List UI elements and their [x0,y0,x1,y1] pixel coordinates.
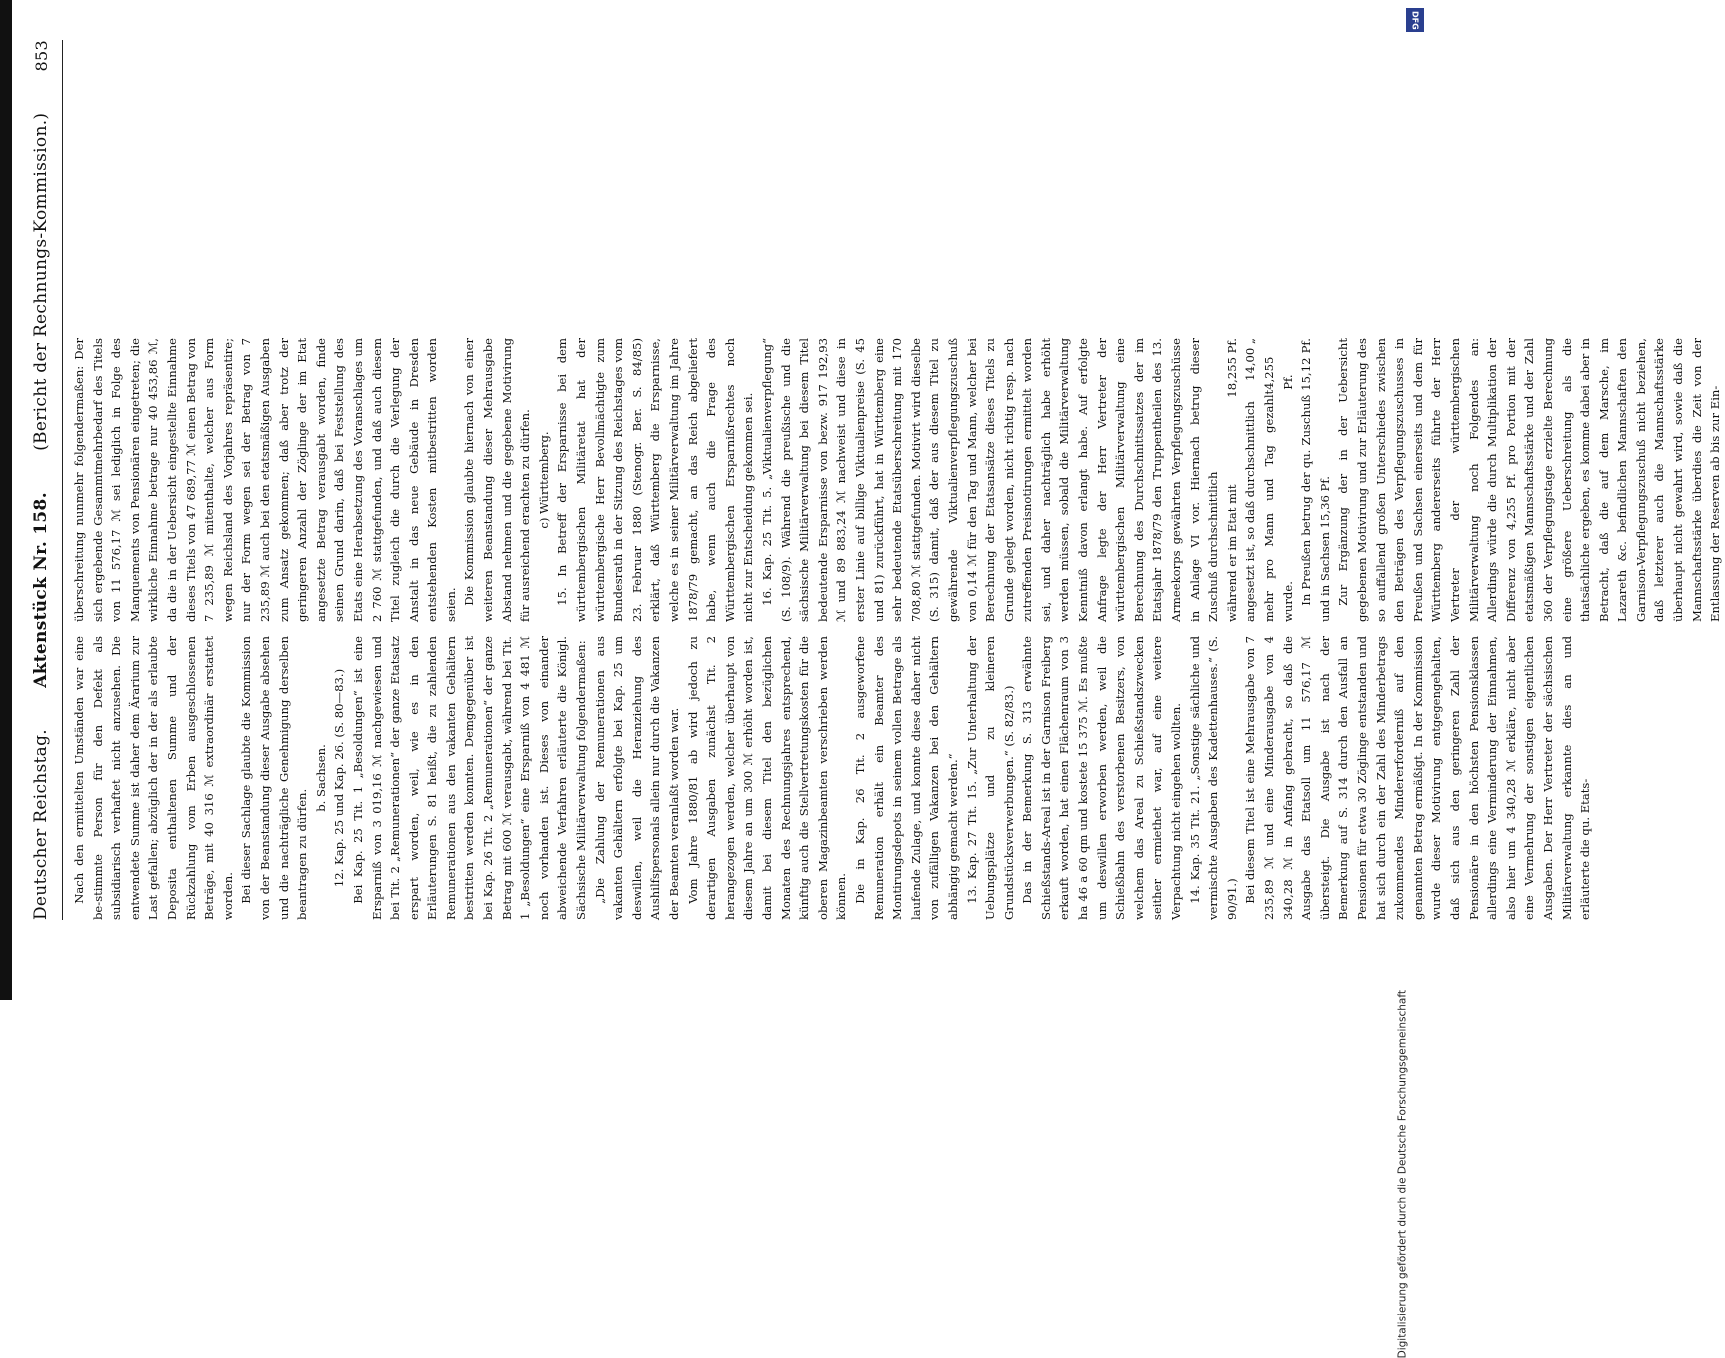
column-3 [70,40,1725,324]
amount-row [1223,338,1242,622]
digitization-margin [1386,0,1432,1358]
paragraph: In Preußen betrug der qu. Zuschuß 15,12 Pf. und in Sachsen 15,36 Pf. [1299,338,1332,622]
digitization-note: Digitalisierung gefördert durch die Deutsche Forschungsgemeinschaft [1396,990,1408,1358]
paragraph: „Die Zahlung der Remunerationen aus vakanten Gehältern erfolgte bei Kap. 25 um deswillen, weil die Heranziehung des Aushilfspersonals allein nur durch die Vakanzen der Beamten veranlaßt worden war. [592,636,681,920]
amount-label: während er im Etat mit [1224,484,1239,622]
scan-edge [0,0,12,1000]
amount-row [1241,338,1260,622]
column-2 [70,338,1725,622]
paragraph: überschreitung nunmehr folgendermaßen: Der sich ergebende Gesammtmehrbedarf des Titels von 11 576,17 ℳ sei lediglich in Folge des Manquements von Pensionären eingetreten; die wirkliche Einnahme betrage nur 40 453,86 ℳ, da die in der Uebersicht eingestellte Einnahme dieses Titels von 47 689,77 ℳ einen Betrag von 7 235,89 ℳ mitenthalte, welcher aus Form wegen Reichsland des Vorjahres repräsentire; nur der Form wegen sei der Betrag von 7 235,89 ℳ auch bei den etatsmäßigen Ausgaben zum Ansatz gekommen; daß aber trotz der geringeren Anzahl der Zöglinge der im Etat angesetzte Betrag verausgabt worden, finde seinen Grund darin, daß bei Feststellung des Etats eine Herabsetzung des Voranschlages um 2 760 ℳ stattgefunden, und daß auch diesem Titel zugleich die durch die Verlegung der Anstalt in das neue Gebäude in Dresden entstehenden Kosten mitbestritten worden seien. [72,338,458,622]
header-right-title: (Bericht der Rechnungs-Kommission.) [31,112,51,451]
amount-value: 14,00 „ [1243,338,1258,381]
paragraph: Zur Ergänzung der in der Uebersicht gegebenen Motivirung und zur Erläuterung des so auffallend großen Unterschiedes zwischen den Beträgen des Verpflegungszuschusses in Preußen und Sachsen einerseits und dem für Württemberg andererseits führte der Herr Vertreter der württembergischen Militärverwaltung noch Folgendes an: Allerdings würde die durch Multiplikation der Differenz von 4,255 Pf. pro Portion mit der etatsmäßigen Mannschaftsstärke und der Zahl 360 der Verpflegungstage erzielte Berechnung eine größere Ueberschreitung als die thatsächliche ergeben, es komme dabei aber in Betracht, daß die auf dem Marsche, im Lazareth &c. befindlichen Mannschaften den Garnison-Verpflegungszuschuß nicht beziehen, daß letzterer auch die Mannschaftsstärke überhaupt nicht gewahrt wird, sowie daß die Mannschaftsstärke überdies die Zeit von der Entlassung der Reserven ab bis zur Ein- [1336,338,1723,622]
paragraph: Nach den ermittelten Umständen war eine be-stimmte Person für den Defekt als subsidiarisch verhaftet nicht anzusehen. Die entwendete Summe ist daher dem Ärarium zur Last gefallen; abzüglich der in der als erlaubte Deposita enthaltenen Summe und der Rückzahlung vom Erben ausgeschlossenen Beträge, mit 40 316 ℳ extraordinär erstattet worden. [72,636,235,920]
paragraph: 16. Kap. 25 Tit. 5. „Viktualienverpflegung“ (S. 108/9). Während die preußische und die sächsische Militärverwaltung bei diesem Titel bedeutende Ersparnisse von bezw. 917 192,93 ℳ und 89 883,24 ℳ nachweist und diese in erster Linie auf billige Viktualienpreise (S. 45 und 81) zurückführt, hat in Württemberg eine sehr bedeutende Etatsüberschreitung mit 170 708,80 ℳ stattgefunden. Motivirt wird dieselbe (S. 315) damit, daß der aus diesem Titel zu gewährende Viktualienverpflegungszuschuß von 0,14 ℳ für den Tag und Mann, welcher bei Berechnung der Etatsansätze dieses Titels zu Grunde gelegt worden, nicht richtig resp. nach zutreffenden Preisnotirungen ermittelt worden sei, und daher nachträglich habe erhöht werden müssen, sobald die Militärverwaltung Kenntniß davon erlangt habe. Auf erfolgte Anfrage legte der Herr Vertreter der württembergischen Militärverwaltung eine Berechnung des Durchschnittssatzes der im Etatsjahr 1878/79 den Truppentheilen des 13. Armeekorps gewährten Verpflegungszuschüsse in Anlage VI vor. Hiernach betrug dieser Zuschuß durchschnittlich [759,338,1221,622]
paragraph: Das in der Bemerkung S. 313 erwähnte Schießstands-Areal ist in der Garnison Freiberg erkauft worden, hat einen Flächenraum von 3 ha 46 a 60 qm und kostete 15 375 ℳ. Es mußte um deswillen erworben werden, weil die Schießbahn des verstorbenen Besitzers, von welchem das Areal zu Schießstandszwecken seither ermiethet war, auf eine weitere Verpachtung nicht eingehen wollten. [1020,636,1184,920]
text-columns [70,40,1723,920]
dfg-logo: DFG [1406,8,1424,32]
amount-row [1260,338,1297,622]
header-left-title: Deutscher Reichstag. [31,729,51,920]
paragraph: Vom Jahre 1880/81 ab wird jedoch zu derartigen Ausgaben zunächst Tit. 2 herangezogen werden, welcher überhaupt von diesem Jahre an um 300 ℳ erhöht worden ist, damit bei diesem Titel den bezüglichen Monaten des Rechnungsjahres entsprechend, künftig auch die Stellvertretungskosten für die oberen Magazinbeamten verschrieben werden können. [685,636,849,920]
paragraph: Die in Kap. 26 Tit. 2 ausgeworfene Remuneration erhält ein Beamter des Montirungsdepots in seinem vollen Betrage als laufende Zulage, und konnte diese daher nicht von zufälligen Vakanzen bei den Gehältern abhängig gemacht werden.“ [852,636,960,920]
paragraph: Bei Kap. 25 Tit. 1 „Besoldungen“ ist eine Ersparniß von 3 019,16 ℳ nachgewiesen und bei Tit. 2 „Remunerationen“ der ganze Etatsatz erspart worden, weil, wie es in den Erläuterungen S. 81 heißt, die zu zahlenden Remunerationen aus den vakanten Gehältern bestritten werden konnten. Demgegenüber ist bei Kap. 26 Tit. 2 „Remunerationen“ der ganze Betrag mit 600 ℳ verausgabt, während bei Tit. 1 „Besoldungen“ eine Ersparniß von 4 481 ℳ noch vorhanden ist. Dieses von einander abweichende Verfahren erläuterte die Königl. Sächsische Militärverwaltung folgendermaßen: [350,636,589,920]
paragraph: Die Kommission glaubte hiernach von einer weiteren Beanstandung dieser Mehrausgabe Abstand nehmen und die gegebene Motivirung für ausreichend erachten zu dürfen. [462,338,533,622]
section-heading: c) Württemberg. [536,431,551,529]
paragraph: 15. In Betreff der Ersparnisse bei dem württembergischen Militäretat hat der württembergische Herr Bevollmächtigte zum Bundesrath in der Sitzung des Reichstages vom 23. Februar 1880 (Stenogr. Ber. S. 84/85) erklärt, daß Württemberg die Ersparnisse, welche es in seiner Militärverwaltung im Jahre 1878/79 gemacht, an das Reich abgeliefert habe, wenn auch die Frage des Württembergischen Ersparnißrechtes noch nicht zur Entscheidung gekommen sei. [555,338,756,622]
page-number: 853 [31,40,51,72]
section-heading: b. Sachsen. [313,744,328,812]
column-1 [70,636,1725,920]
amount-value: 4,255 Pf. [1262,356,1295,390]
amount-label: angesetzt ist, so daß durchschnittlich [1243,401,1258,622]
paragraph: Bei dieser Sachlage glaubte die Kommission von der Beanstandung dieser Ausgabe absehen und die nachträgliche Genehmigung derselben beantragen zu dürfen. [239,636,310,920]
amount-value: 18,255 Pf. [1224,338,1239,398]
paragraph: 14. Kap. 35 Tit. 21. „Sonstige sächliche und vermischte Ausgaben des Kadettenhauses.“ (S. 90/91.) [1187,636,1239,920]
paragraph: Bei diesem Titel ist eine Mehrausgabe von 7 235,89 ℳ und eine Minderausgabe von 4 340,28 ℳ in Anfang gebracht, so daß die Ausgabe das Etatsoll um 11 576,17 ℳ übersteigt. Die Ausgabe ist nach der Bemerkung auf S. 314 durch den Ausfall an Pensionen für etwa 30 Zöglinge entstanden und hat sich durch ein der Zahl des Minderbetrags zukommendes Mindererforderniß auf den genannten Betrag ermäßigt. In der Kommission wurde dieser Motivirung entgegengehalten, daß sich aus den geringeren Zahl der Pensionäre in den höchsten Pensionsklassen allerdings eine Verminderung der Einnahmen, also hier um 4 340,28 ℳ erkläre, nicht aber eine Vermehrung der sonstigen eigentlichen Ausgaben. Der Herr Vertreter der sächsischen Militärverwaltung erkannte dies an und erläuterte die qu. Etats- [1243,636,1593,920]
page-header [24,40,58,920]
paragraph: 13. Kap. 27 Tit. 15. „Zur Unterhaltung der Uebungsplätze und zu kleineren Grundstücksverwerbungen.“ (S. 82/83.) [964,636,1016,920]
item-heading: 12. Kap. 25 und Kap. 26. (S. 80—83.) [332,668,347,888]
amount-label: mehr pro Mann und Tag gezahlt wurde. [1262,389,1295,622]
header-rule [62,40,63,920]
header-center-title: Aktenstück Nr. 158. [31,492,51,688]
